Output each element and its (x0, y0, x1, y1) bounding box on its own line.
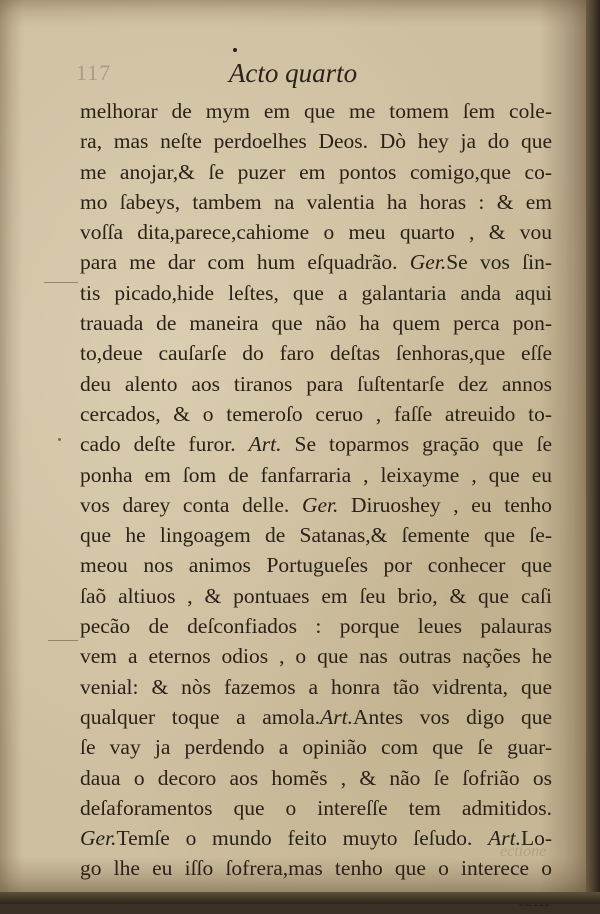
binding-edge (586, 0, 600, 904)
text-segment: venial: & nòs fazemos a honra tão vidrenta, que (80, 674, 552, 699)
text-segment: vos darey conta delle. (80, 492, 302, 517)
text-line (80, 793, 552, 823)
text-segment: go lhe eu iſſo ſofrera,mas tenho que o interece o (80, 856, 552, 881)
text-line (80, 460, 552, 490)
bleed-through-text: ectione (500, 843, 547, 860)
text-line (80, 732, 552, 762)
text-line (80, 308, 552, 338)
text-line (80, 247, 552, 277)
speaker-abbreviation: Ger. (301, 492, 339, 517)
text-line (80, 429, 552, 459)
text-line (80, 278, 552, 308)
margin-ink-dot (58, 438, 61, 441)
text-segment: ponha em ſom de fanfarraria , leixayme , que eu (80, 462, 552, 487)
text-segment: qualquer toque a amola. (80, 704, 321, 729)
speaker-abbreviation: Ger. (80, 826, 117, 851)
running-head: Acto quarto (228, 58, 358, 88)
text-line (80, 853, 552, 883)
text-segment: cercados, & o temeroſo ceruo , faſſe atreuido to- (80, 401, 552, 426)
text-segment: ſaõ altiuos , & pontuaes em ſeu brio, & que caſi (80, 583, 552, 608)
text-segment: para me dar com hum eſquadrão. (80, 250, 410, 275)
speaker-abbreviation: Art. (248, 432, 282, 457)
text-line (80, 550, 552, 580)
text-line (80, 611, 552, 641)
text-line (80, 157, 552, 187)
text-line (80, 187, 552, 217)
text-segment: Temſe o mundo feito muyto ſeſudo. (116, 826, 489, 851)
speaker-abbreviation: Art. (488, 826, 521, 851)
text-segment: melhorar de mym em que me tomem ſem cole- (80, 99, 552, 123)
text-line (80, 520, 552, 550)
text-segment: pecão de deſconfiados : porque leues palauras (80, 614, 552, 639)
text-segment: que he lingoagem de Satanas,& ſemente que ſe- (80, 523, 552, 548)
text-line (80, 369, 552, 399)
text-line (80, 96, 552, 126)
text-segment: trauada de maneira que não ha quem perca pon- (80, 311, 552, 336)
text-line (80, 641, 552, 671)
text-segment: daua o decoro aos homẽs , & não ſe ſofrião os (80, 765, 552, 790)
bottom-edge (0, 892, 600, 904)
text-segment: to,deue cauſarſe do faro deſtas ſenhoras,que eſſe (80, 341, 552, 366)
text-segment: mo ſabeys, tambem na valentia ha horas : & em (80, 189, 552, 214)
body-text (80, 96, 552, 914)
text-segment: Diruoshey , eu tenho (338, 492, 552, 517)
text-line (80, 823, 552, 853)
text-line (80, 702, 552, 732)
text-line (80, 338, 552, 368)
text-line (80, 126, 552, 156)
text-line (80, 672, 552, 702)
text-segment: deſaforamentos que o intereſſe tem admitidos. (80, 795, 552, 820)
text-segment: cado deſte furor. (80, 432, 249, 457)
text-segment: Se toparmos graçāo que ſe (281, 432, 552, 457)
text-line (80, 763, 552, 793)
text-line (80, 581, 552, 611)
text-segment: voſſa dita,parece,cahiome o meu quarto , & vou (80, 220, 552, 245)
speaker-abbreviation: Ger. (409, 250, 447, 275)
text-segment: Se vos ſin- (446, 250, 552, 275)
margin-pen-mark (48, 640, 78, 641)
text-line (80, 217, 552, 247)
page-number: 117 (76, 60, 112, 85)
text-segment: Antes vos digo que (353, 704, 552, 729)
text-segment: Lo- (520, 826, 552, 851)
text-segment: me anojar,& ſe puzer em pontos comigo,que co- (80, 159, 552, 184)
text-line (80, 399, 552, 429)
speaker-abbreviation: Art. (320, 704, 353, 729)
text-line (80, 490, 552, 520)
printer-ornament-dot (233, 48, 237, 52)
text-segment: ſe vay ja perdendo a opinião com que ſe guar- (80, 735, 552, 760)
text-segment: vem a eternos odios , o que nas outras nações he (80, 644, 552, 669)
text-segment: deu alento aos tiranos para ſuſtentarſe dez annos (80, 371, 552, 396)
margin-pen-mark (44, 282, 78, 283)
text-segment: ra, mas neſte perdoelhes Deos. Dò hey ja do que (80, 129, 552, 154)
text-segment: tis picado,hide leſtes, que a galantaria anda aqui (80, 280, 552, 305)
text-segment: meou nos animos Portugueſes por conhecer que (80, 553, 552, 578)
